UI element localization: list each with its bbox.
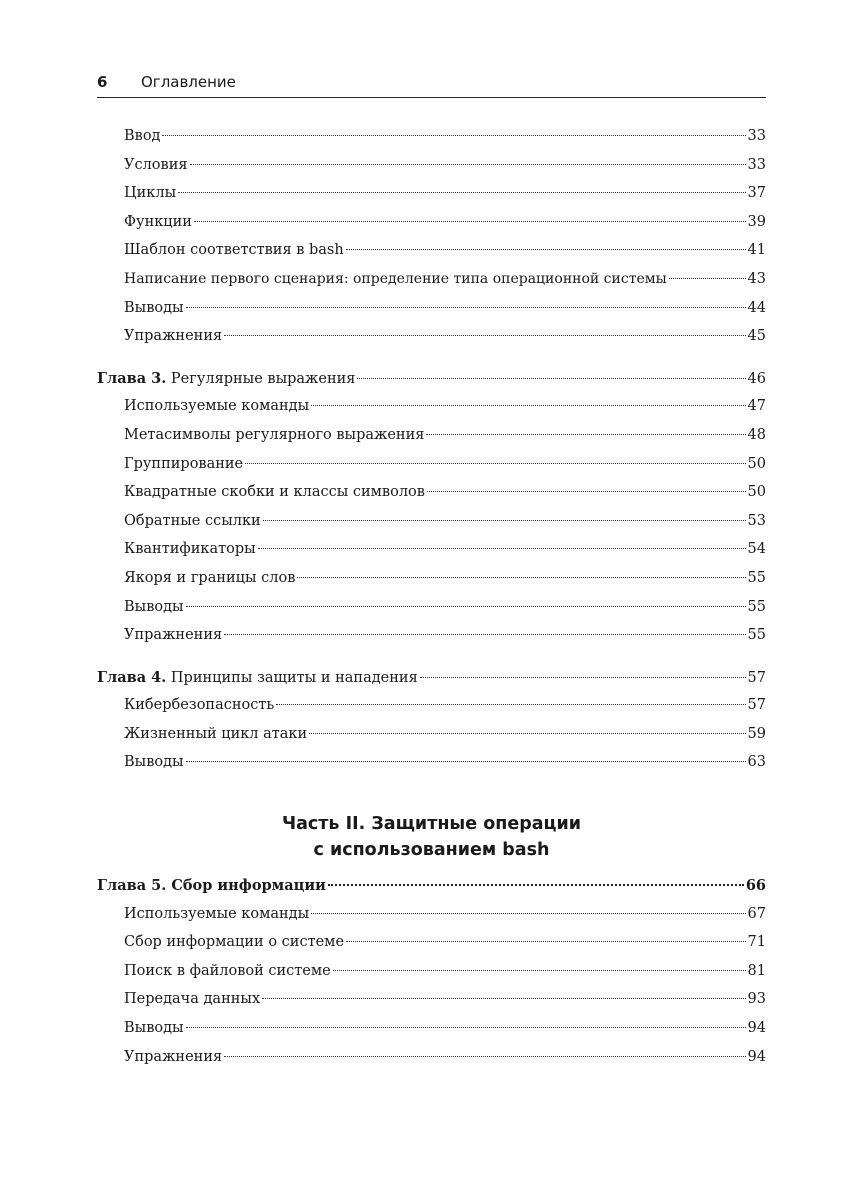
toc-entry[interactable] (97, 271, 766, 300)
toc-entry[interactable] (97, 214, 766, 243)
toc-entry[interactable] (97, 934, 766, 963)
dot-leader (297, 577, 745, 578)
toc-entry-title: Передача данных (124, 991, 261, 1008)
toc-entry-title: Упражнения (124, 627, 223, 644)
toc-entry-title: Условия (124, 156, 188, 173)
toc-entry-title: Упражнения (124, 328, 223, 345)
toc-entry-page: 55 (747, 569, 766, 586)
toc-entry[interactable] (97, 627, 766, 656)
toc-entry[interactable] (97, 300, 766, 329)
dot-leader (224, 1056, 745, 1057)
toc-entry-title: Ввод (124, 128, 161, 144)
dot-leader (346, 249, 746, 250)
toc-entry[interactable] (97, 541, 766, 570)
dot-leader (178, 192, 745, 193)
page-number: 6 (97, 73, 108, 91)
toc-entry-page: 33 (747, 156, 766, 173)
dot-leader (162, 135, 745, 136)
dot-leader (224, 634, 745, 635)
chapter-prefix: Глава 3. (97, 369, 167, 387)
dot-leader (669, 278, 746, 279)
dot-leader (224, 335, 745, 336)
spacer (97, 357, 766, 370)
toc-entry[interactable] (97, 906, 766, 935)
dot-leader (309, 733, 745, 734)
toc-entry-page: 55 (747, 598, 766, 615)
toc-entry-title: Функции (124, 213, 192, 230)
toc-entry-title: Обратные ссылки (124, 512, 261, 529)
toc-entry-page: 59 (747, 725, 766, 742)
toc-entry[interactable] (97, 185, 766, 214)
dot-leader (263, 520, 746, 521)
toc-entry-page: 54 (747, 541, 766, 558)
running-title: Оглавление (141, 73, 236, 91)
toc-entry-page: 55 (747, 627, 766, 644)
toc-entry-title: Выводы (124, 1020, 184, 1037)
toc-entry-title: Поиск в файловой системе (124, 962, 331, 979)
dot-leader (420, 677, 746, 678)
table-of-contents (97, 128, 766, 1077)
dot-leader (311, 405, 745, 406)
chapter-page: 66 (745, 877, 766, 895)
toc-entry[interactable] (97, 513, 766, 542)
toc-entry[interactable] (97, 398, 766, 427)
toc-entry-title: Циклы (124, 185, 177, 202)
dot-leader (186, 761, 746, 762)
toc-entry-title: Кибербезопасность (124, 697, 275, 714)
toc-entry[interactable] (97, 328, 766, 357)
chapter-title: Глава 5. Сбор информации (97, 877, 326, 895)
dot-leader (262, 998, 745, 999)
toc-entry-page: 67 (747, 905, 766, 922)
dot-leader (186, 307, 746, 308)
part-heading-line-1: Часть II. Защитные операции (281, 814, 582, 835)
dot-leader (194, 221, 746, 222)
chapter-title (97, 370, 355, 387)
toc-entry[interactable] (97, 456, 766, 485)
toc-entry-title: Шаблон соответствия в bash (124, 242, 344, 259)
toc-entry[interactable] (97, 570, 766, 599)
toc-entry-page: 43 (747, 270, 766, 287)
chapter-entry[interactable] (97, 370, 766, 399)
toc-entry-title: Упражнения (124, 1048, 223, 1065)
chapter-title (97, 669, 418, 686)
toc-entry[interactable] (97, 1020, 766, 1049)
part-heading-line-2: с использованием bash (313, 840, 550, 861)
dot-leader (426, 434, 745, 435)
toc-entry-title: Используемые команды (124, 905, 310, 922)
dot-leader (346, 941, 746, 942)
toc-entry-page: 94 (747, 1020, 766, 1037)
toc-entry-title: Квадратные скобки и классы символов (124, 484, 425, 501)
chapter-page: 57 (747, 669, 766, 686)
toc-entry[interactable] (97, 697, 766, 726)
toc-entry[interactable] (97, 1049, 766, 1078)
toc-entry[interactable] (97, 128, 766, 157)
dot-leader (245, 463, 745, 464)
part-heading (97, 811, 766, 863)
toc-entry-page: 94 (747, 1048, 766, 1065)
toc-entry-page: 39 (747, 213, 766, 230)
toc-entry-title: Метасимволы регулярного выражения (124, 426, 425, 443)
toc-entry-page: 33 (747, 128, 766, 144)
toc-entry-title: Якоря и границы слов (124, 569, 296, 586)
toc-entry-page: 63 (747, 754, 766, 771)
chapter-entry[interactable] (97, 669, 766, 698)
chapter-page: 46 (747, 370, 766, 387)
toc-entry-title: Написание первого сценария: определение типа операционной системы (124, 270, 667, 287)
toc-entry-title: Квантификаторы (124, 541, 256, 558)
toc-entry-title: Выводы (124, 598, 184, 615)
dot-leader (186, 1027, 746, 1028)
running-header (97, 71, 766, 98)
toc-entry[interactable] (97, 754, 766, 783)
toc-entry-title: Группирование (124, 455, 244, 472)
toc-entry-page: 50 (747, 484, 766, 501)
toc-entry-title: Жизненный цикл атаки (124, 725, 308, 742)
dot-leader (258, 548, 746, 549)
toc-entry[interactable] (97, 599, 766, 628)
toc-entry[interactable] (97, 242, 766, 271)
toc-entry-page: 48 (747, 426, 766, 443)
toc-entry-title: Выводы (124, 299, 184, 316)
toc-entry[interactable] (97, 991, 766, 1020)
toc-entry-page: 71 (747, 934, 766, 951)
dot-leader (427, 491, 746, 492)
toc-entry[interactable] (97, 157, 766, 186)
dot-leader (190, 164, 746, 165)
chapter-prefix: Глава 4. (97, 668, 167, 686)
toc-entry-title: Сбор информации о системе (124, 934, 345, 951)
dot-leader (333, 970, 746, 971)
toc-entry-page: 81 (747, 962, 766, 979)
toc-entry-page: 37 (747, 185, 766, 202)
toc-entry[interactable] (97, 963, 766, 992)
toc-entry-page: 50 (747, 455, 766, 472)
dot-leader (311, 913, 745, 914)
dot-leader (357, 378, 745, 379)
toc-entry-page: 47 (747, 398, 766, 415)
toc-entry-page: 57 (747, 697, 766, 714)
toc-entry[interactable] (97, 726, 766, 755)
toc-entry-title: Используемые команды (124, 398, 310, 415)
toc-entry[interactable] (97, 484, 766, 513)
dot-leader (328, 884, 744, 886)
dot-leader (276, 704, 745, 705)
toc-entry-page: 53 (747, 512, 766, 529)
chapter-name: Принципы защиты и нападения (166, 669, 418, 686)
toc-entry-page: 41 (747, 242, 766, 259)
dot-leader (186, 606, 746, 607)
toc-entry-page: 93 (747, 991, 766, 1008)
chapter-name: Регулярные выражения (166, 370, 356, 387)
toc-entry[interactable] (97, 427, 766, 456)
toc-entry-title: Выводы (124, 754, 184, 771)
toc-entry-page: 45 (747, 328, 766, 345)
spacer (97, 656, 766, 669)
toc-entry-page: 44 (747, 299, 766, 316)
chapter-entry[interactable] (97, 877, 766, 906)
